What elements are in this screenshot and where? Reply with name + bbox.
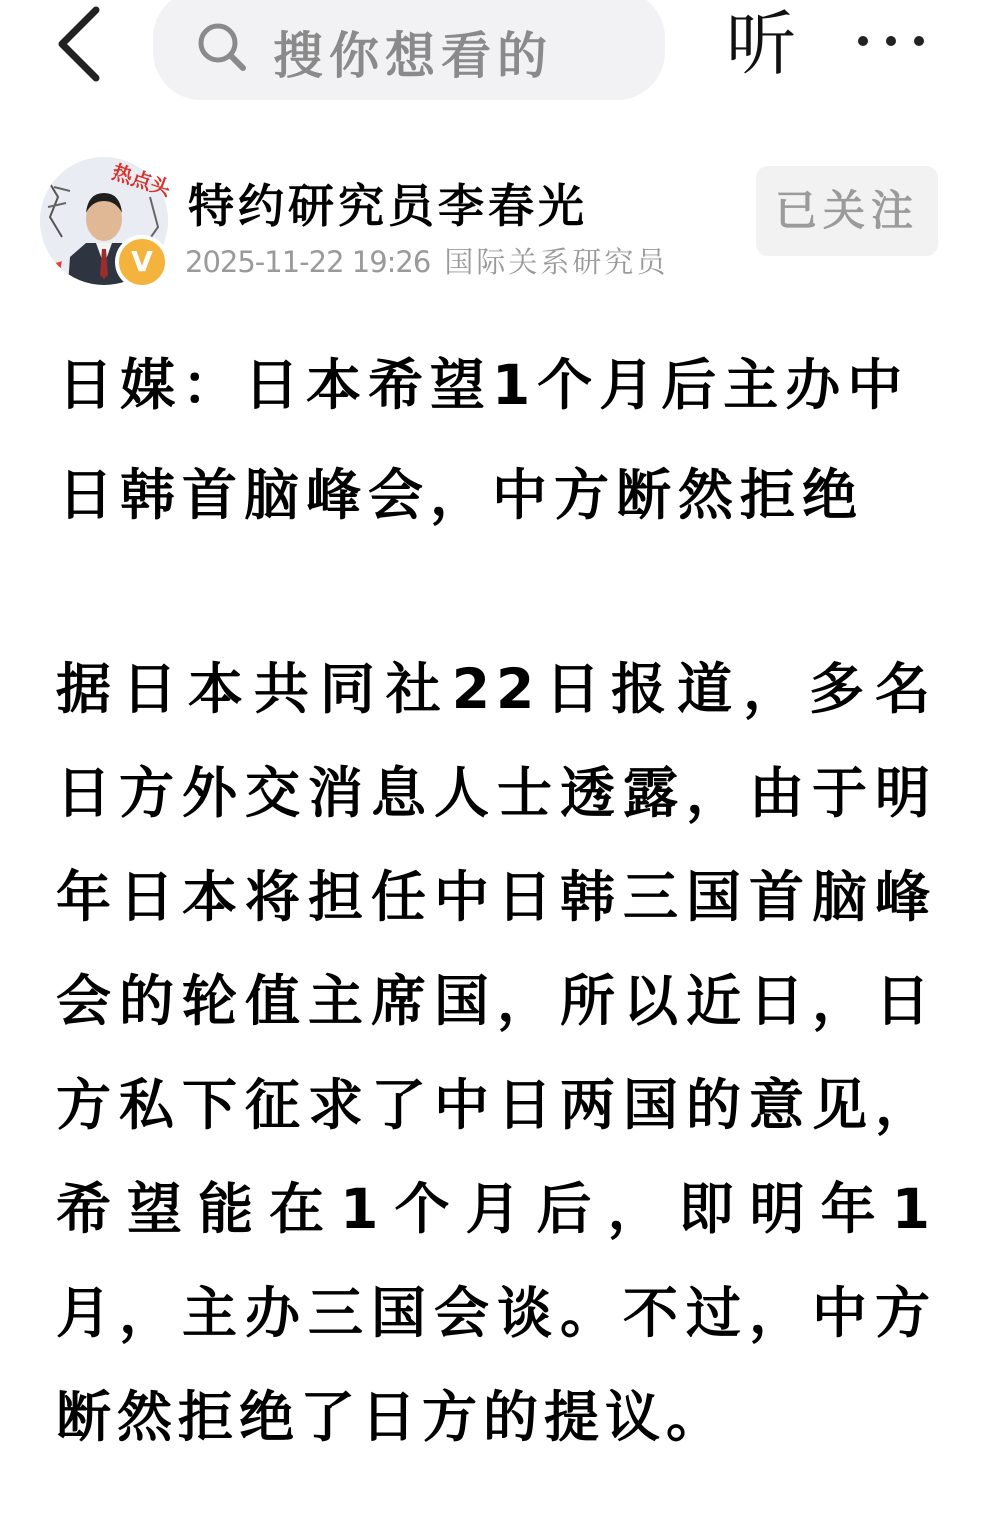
follow-button[interactable]: 已关注 xyxy=(756,166,938,256)
search-icon xyxy=(195,20,251,76)
post-meta xyxy=(185,240,668,281)
search-placeholder: 搜你想看的 xyxy=(273,27,553,85)
more-dots-icon xyxy=(858,36,868,46)
hot-badge-icon xyxy=(108,150,174,206)
listen-button[interactable]: 听 xyxy=(726,3,796,85)
chevron-left-icon xyxy=(52,6,112,82)
verified-badge-icon: V xyxy=(115,235,169,289)
author-name[interactable]: 特约研究员李春光 xyxy=(188,179,588,233)
article-body: 据日本共同社22日报道，多名日方外交消息人士透露，由于明年日本将担任中日韩三国首脑峰会的轮值主席国，所以近日，日方私下征求了中日两国的意见，希望能在1个月后，即明年1月，主办三国会谈。不过，中方断然拒绝了日方的提议。 xyxy=(56,657,936,1449)
more-dots-icon xyxy=(914,36,924,46)
more-button[interactable] xyxy=(854,22,928,62)
more-dots-icon xyxy=(886,36,896,46)
back-button[interactable] xyxy=(52,6,112,82)
hot-badge-text: 热点头 xyxy=(109,159,174,201)
author-role: 国际关系研究员 xyxy=(444,245,669,279)
article-title: 日媒：日本希望1个月后主办中日韩首脑峰会，中方断然拒绝 xyxy=(58,353,910,527)
search-input[interactable] xyxy=(153,0,665,100)
post-date: 2025-11-22 19:26 xyxy=(185,245,431,279)
top-bar xyxy=(0,0,986,110)
